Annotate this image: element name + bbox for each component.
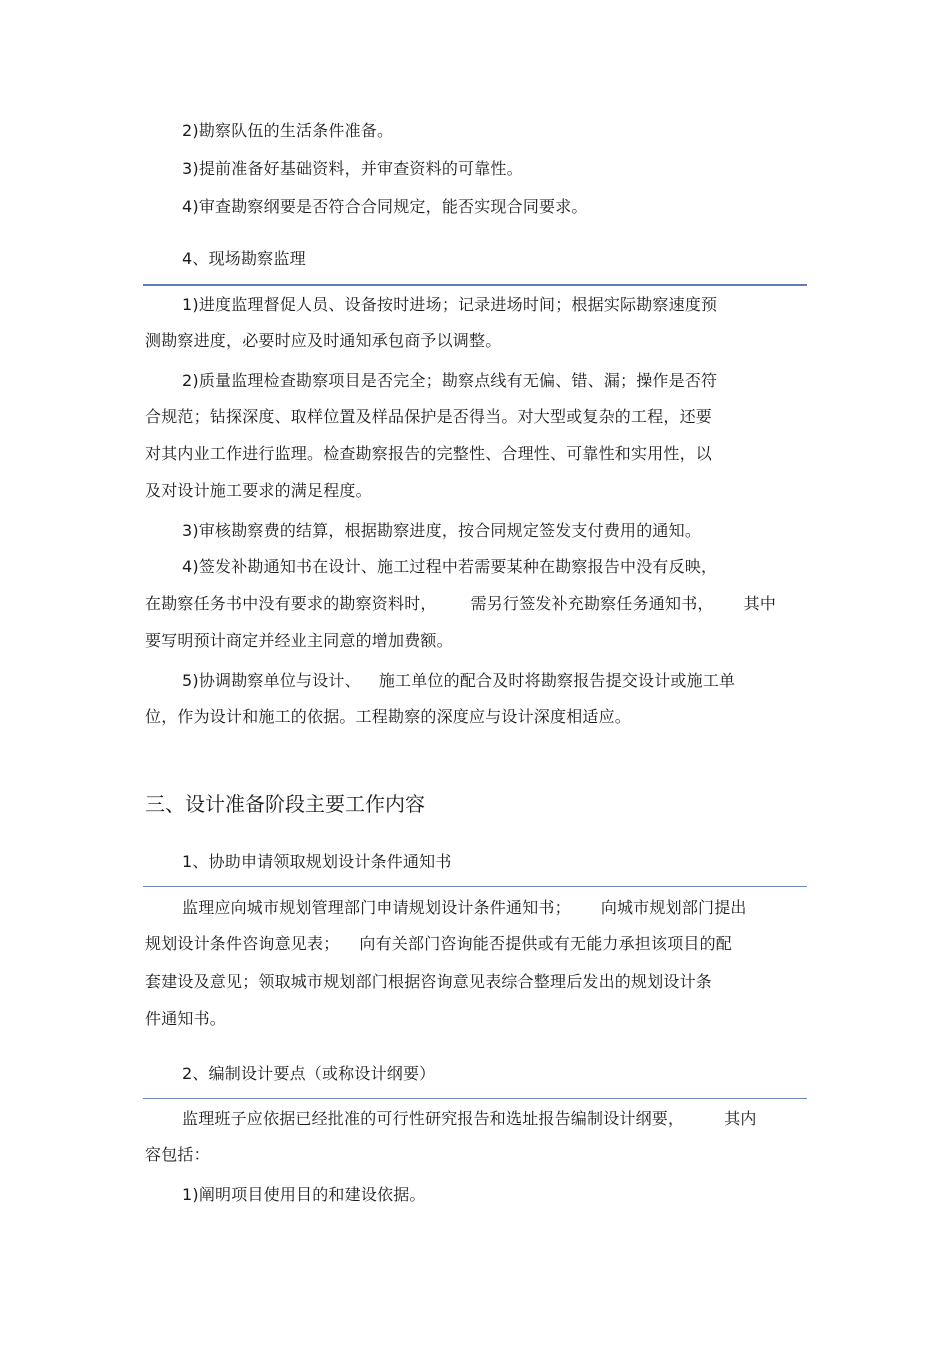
paragraph-line xyxy=(145,593,807,615)
section-heading: 4、现场勘察监理 xyxy=(182,249,306,268)
heading-underline xyxy=(143,886,807,887)
paragraph-line: 合规范；钻探深度、取样位置及样品保护是否得当。对大型或复杂的工程，还要 xyxy=(145,407,713,426)
paragraph-line: 3)审核勘察费的结算，根据勘察进度，按合同规定签发支付费用的通知。 xyxy=(182,521,702,540)
text-segment: 向有关部门咨询能否提供或有无能力承担该项目的配 xyxy=(359,934,733,953)
paragraph-line xyxy=(145,933,807,955)
paragraph-line: 4)签发补勘通知书在设计、施工过程中若需要某种在勘察报告中没有反映， xyxy=(182,557,718,576)
text-segment: 监理班子应依据已经批准的可行性研究报告和选址报告编制设计纲要， xyxy=(182,1109,685,1128)
text-segment: 其内 xyxy=(724,1109,757,1128)
paragraph-line: 对其内业工作进行监理。检查勘察报告的完整性、合理性、可靠性和实用性，以 xyxy=(145,444,713,463)
text-segment: 向城市规划部门提出 xyxy=(600,898,747,917)
text-segment: 需另行签发补充勘察任务通知书， xyxy=(470,594,714,613)
text-segment: 监理应向城市规划管理部门申请规划设计条件通知书； xyxy=(182,898,571,917)
list-item: 1)阐明项目使用目的和建设依据。 xyxy=(182,1185,426,1204)
chapter-heading: 三、设计准备阶段主要工作内容 xyxy=(145,792,425,816)
paragraph-line xyxy=(182,670,844,692)
paragraph-line: 要写明预计商定并经业主同意的增加费额。 xyxy=(145,631,453,650)
paragraph-line xyxy=(182,1108,844,1130)
paragraph-line xyxy=(182,897,844,919)
heading-underline xyxy=(143,284,807,286)
paragraph-line: 测勘察进度，必要时应及时通知承包商予以调整。 xyxy=(145,331,502,350)
paragraph-line: 件通知书。 xyxy=(145,1009,227,1028)
paragraph-line: 容包括： xyxy=(145,1145,210,1164)
section-heading: 2、编制设计要点（或称设计纲要） xyxy=(182,1064,436,1083)
paragraph-line: 及对设计施工要求的满足程度。 xyxy=(145,481,372,500)
paragraph-line: 2)质量监理检查勘察项目是否完全；勘察点线有无偏、错、漏；操作是否符 xyxy=(182,371,718,390)
section-heading: 1、协助申请领取规划设计条件通知书 xyxy=(182,852,452,871)
text-segment: 5)协调勘察单位与设计、 xyxy=(182,671,361,690)
text-segment: 规划设计条件咨询意见表； xyxy=(145,934,340,953)
list-item: 4)审查勘察纲要是否符合合同规定，能否实现合同要求。 xyxy=(182,197,588,216)
text-segment: 其中 xyxy=(743,594,777,613)
paragraph-line: 1)进度监理督促人员、设备按时进场；记录进场时间；根据实际勘察速度预 xyxy=(182,295,718,314)
paragraph-line: 位，作为设计和施工的依据。工程勘察的深度应与设计深度相适应。 xyxy=(145,707,632,726)
list-item: 3)提前准备好基础资料，并审查资料的可靠性。 xyxy=(182,159,523,178)
text-segment: 在勘察任务书中没有要求的勘察资料时， xyxy=(145,594,437,613)
text-segment: 施工单位的配合及时将勘察报告提交设计或施工单 xyxy=(378,671,736,690)
list-item: 2)勘察队伍的生活条件准备。 xyxy=(182,121,394,140)
paragraph-line: 套建设及意见；领取城市规划部门根据咨询意见表综合整理后发出的规划设计条 xyxy=(145,972,713,991)
heading-underline xyxy=(143,1098,807,1099)
